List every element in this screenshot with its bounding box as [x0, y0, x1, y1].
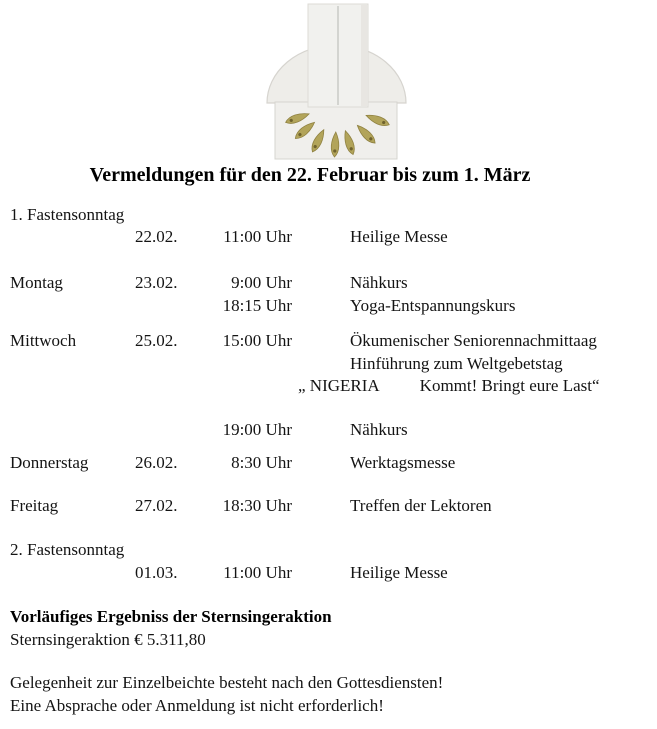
day-cell: Freitag	[10, 496, 59, 515]
description-cell: Nähkurs	[350, 273, 408, 292]
page-title: Vermeldungen für den 22. Februar bis zum 1. März	[89, 164, 531, 186]
day-cell: Mittwoch	[10, 331, 77, 350]
time-cell	[207, 538, 292, 561]
schedule-row	[10, 494, 650, 517]
motto-text: Kommt! Bringt eure Last“	[419, 376, 600, 395]
date-cell	[135, 418, 207, 441]
description-cell: Werktagsmesse	[350, 453, 456, 472]
description-cell	[350, 203, 650, 226]
day-cell	[10, 294, 135, 317]
day-cell	[10, 352, 135, 375]
day-cell: Montag	[10, 273, 63, 292]
confession-note-line2: Eine Absprache oder Anmeldung ist nicht erforderlich!	[10, 696, 384, 715]
time-cell: 8:30 Uhr	[231, 453, 292, 472]
description-cell	[350, 538, 650, 561]
schedule-row	[10, 329, 650, 352]
date-cell	[135, 203, 207, 226]
date-cell: 01.03.	[135, 563, 178, 582]
description-cell: Ökumenischer Seniorennachmittaag	[350, 331, 597, 350]
date-cell: 25.02.	[135, 331, 178, 350]
vestment-flames-icon	[262, 3, 412, 161]
schedule-row	[10, 451, 650, 474]
date-cell: 22.02.	[135, 227, 178, 246]
day-cell	[10, 418, 135, 441]
day-cell: 1. Fastensonntag	[10, 205, 125, 224]
vestment-column-shade	[361, 5, 367, 106]
confession-note-line1: Gelegenheit zur Einzelbeichte besteht nach den Gottesdiensten!	[10, 673, 444, 692]
time-cell: 18:30 Uhr	[222, 496, 292, 515]
schedule-row	[10, 561, 650, 584]
sternsinger-result-amount: Sternsingeraktion € 5.311,80	[10, 630, 206, 649]
date-cell	[135, 538, 207, 561]
description-cell: Heilige Messe	[350, 563, 448, 582]
church-vestment-logo	[262, 3, 412, 161]
time-cell	[207, 203, 292, 226]
description-cell: Hinführung zum Weltgebetstag	[350, 354, 563, 373]
schedule-row	[10, 352, 650, 375]
time-cell: 18:15 Uhr	[222, 296, 292, 315]
time-cell: 19:00 Uhr	[222, 420, 292, 439]
time-cell: 11:00 Uhr	[223, 227, 292, 246]
motto-country: „ NIGERIA	[298, 376, 380, 395]
day-cell: 2. Fastensonntag	[10, 540, 125, 559]
schedule-row	[10, 294, 650, 317]
schedule-row	[10, 203, 650, 226]
day-cell	[10, 561, 135, 584]
schedule-row	[10, 538, 650, 561]
date-cell: 27.02.	[135, 496, 178, 515]
date-cell: 26.02.	[135, 453, 178, 472]
time-cell: 15:00 Uhr	[222, 331, 292, 350]
date-cell	[135, 352, 207, 375]
sternsinger-result-heading: Vorläufiges Ergebniss der Sternsingeraktion	[10, 607, 332, 626]
schedule-row	[10, 225, 650, 248]
time-cell: 9:00 Uhr	[231, 273, 292, 292]
description-cell: Heilige Messe	[350, 227, 448, 246]
date-cell	[135, 294, 207, 317]
time-cell	[207, 352, 292, 375]
day-cell	[10, 225, 135, 248]
description-cell: Nähkurs	[350, 420, 408, 439]
schedule-row	[10, 271, 650, 294]
day-cell: Donnerstag	[10, 453, 89, 472]
weltgebetstag-motto-line	[298, 374, 600, 397]
schedule-row	[10, 418, 650, 441]
description-cell: Treffen der Lektoren	[350, 496, 492, 515]
time-cell: 11:00 Uhr	[223, 563, 292, 582]
date-cell: 23.02.	[135, 273, 178, 292]
description-cell: Yoga-Entspannungskurs	[350, 296, 516, 315]
